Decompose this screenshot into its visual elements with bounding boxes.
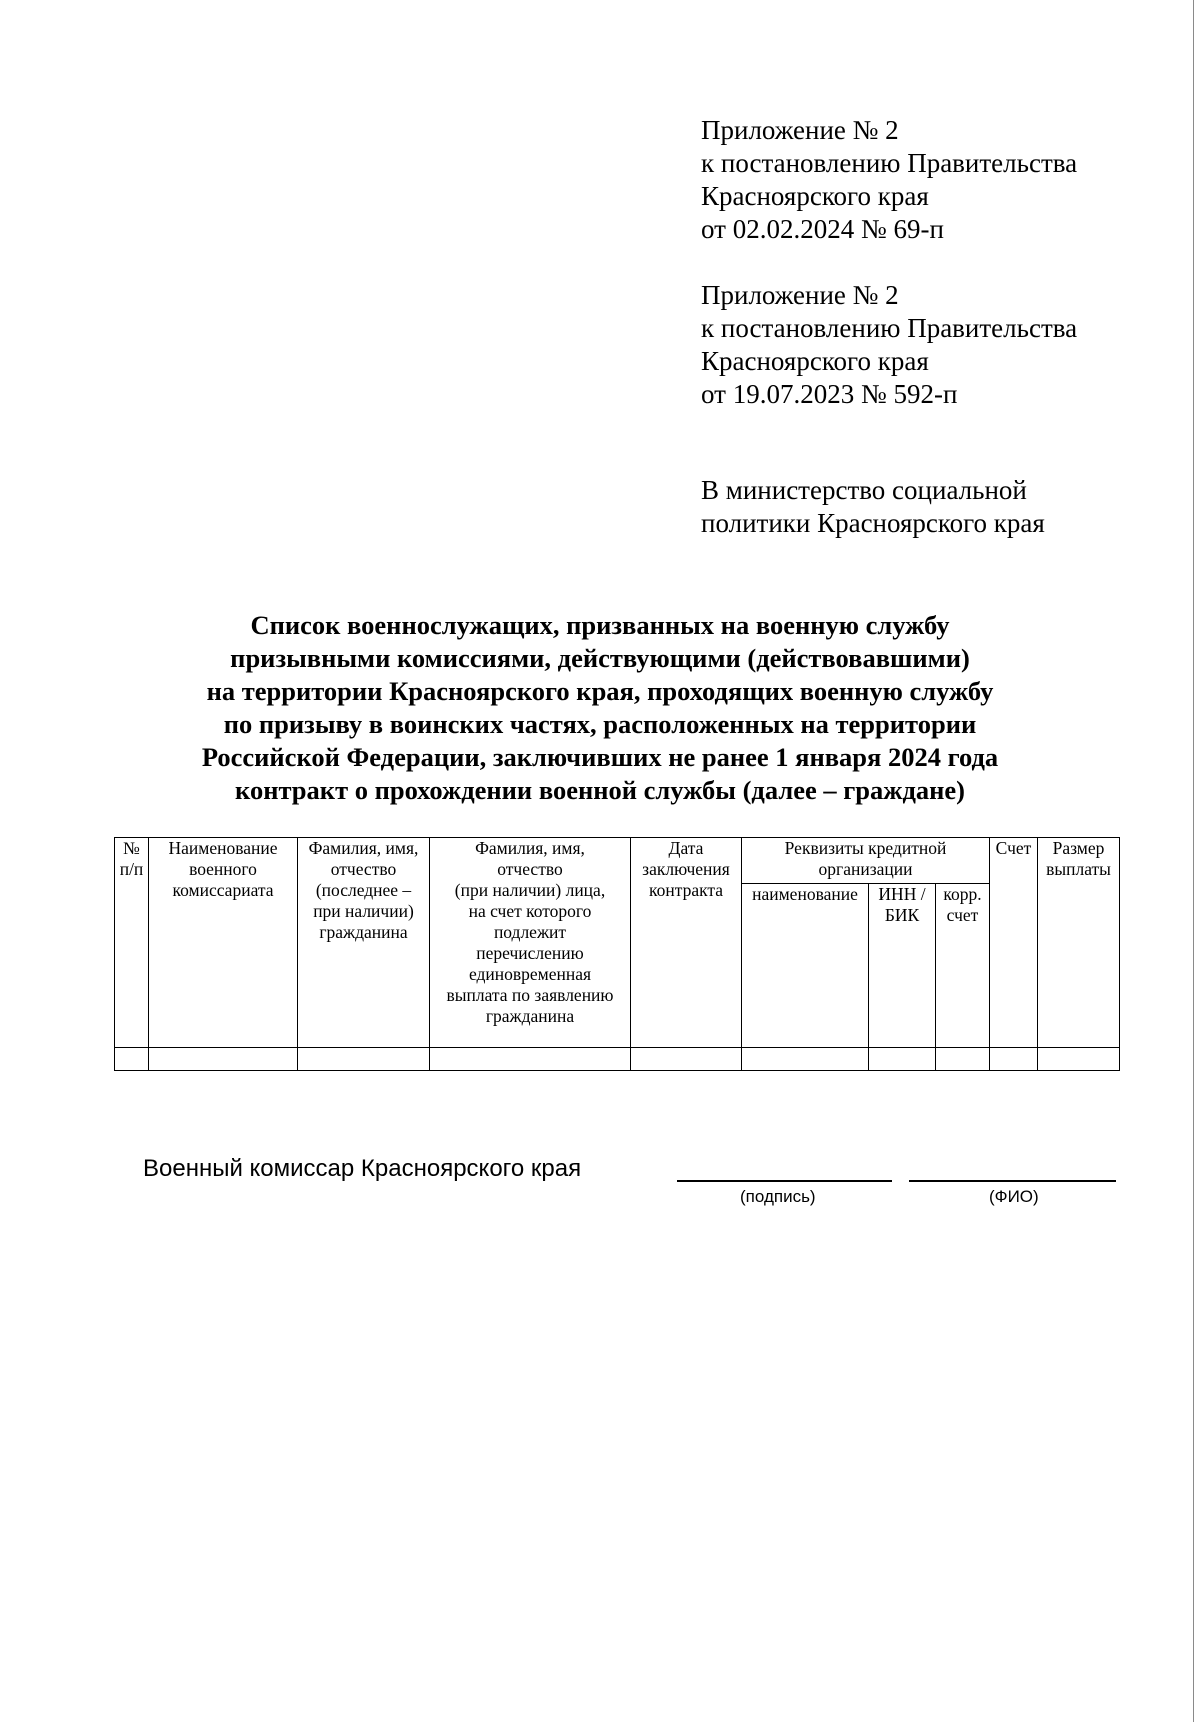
addressee-line: В министерство социальной [701, 475, 1027, 505]
header-payment-amount: Размер выплаты [1038, 838, 1120, 1048]
header-contract-date: Дата заключения контракта [631, 838, 742, 1048]
annex-header-previous [701, 279, 1077, 411]
signature-line [677, 1180, 892, 1182]
header-number: № п/п [115, 838, 149, 1048]
header-recipient-name: Фамилия, имя, отчество (при наличии) лица, на счет которого подлежит перечислению единовременная выплата по заявлению гражданина [430, 838, 631, 1048]
addressee-block [701, 474, 1045, 540]
servicemen-list-table [114, 837, 1120, 1071]
empty-cell [742, 1048, 869, 1071]
signature-label: Военный комиссар Красноярского края [143, 1155, 582, 1182]
empty-cell [990, 1048, 1038, 1071]
header-inn-bik: ИНН / БИК [869, 884, 936, 1048]
empty-cell [298, 1048, 430, 1071]
empty-cell [115, 1048, 149, 1071]
header-bank-details: Реквизиты кредитной организации [742, 838, 990, 884]
full-name-line [909, 1180, 1116, 1182]
title-line: Российской Федерации, заключивших не ранее 1 января 2024 года [201, 742, 999, 772]
header-commissariat: Наименование военного комиссариата [149, 838, 298, 1048]
title-line: Список военнослужащих, призванных на военную службу [250, 610, 950, 640]
title-line: призывными комиссиями, действующими (действовавшими) [230, 643, 970, 673]
scan-edge-line [1193, 0, 1194, 1722]
document-title [100, 609, 1100, 807]
title-line: на территории Красноярского края, проходящих военную службу [206, 676, 994, 706]
empty-cell [631, 1048, 742, 1071]
title-line: по призыву в воинских частях, расположенных на территории [223, 709, 977, 739]
annex-line: Приложение № 2 [701, 115, 899, 145]
annex-header-current [701, 114, 1077, 246]
header-citizen-name: Фамилия, имя, отчество (последнее – при наличии) гражданина [298, 838, 430, 1048]
addressee-line: политики Красноярского края [701, 508, 1045, 538]
annex-line: от 02.02.2024 № 69-п [701, 214, 944, 244]
header-corr-account: корр. счет [936, 884, 990, 1048]
annex-line: Красноярского края [701, 346, 929, 376]
empty-cell [936, 1048, 990, 1071]
annex-line: от 19.07.2023 № 592-п [701, 379, 958, 409]
title-line: контракт о прохождении военной службы (далее – граждане) [235, 775, 965, 805]
annex-line: к постановлению Правительства [701, 313, 1078, 343]
annex-line: к постановлению Правительства [701, 148, 1078, 178]
header-bank-name: наименование [742, 884, 869, 1048]
header-account: Счет [990, 838, 1038, 1048]
annex-line: Приложение № 2 [701, 280, 899, 310]
table-row [115, 1048, 1120, 1071]
annex-line: Красноярского края [701, 181, 929, 211]
empty-cell [430, 1048, 631, 1071]
signature-caption: (подпись) [740, 1187, 816, 1206]
empty-cell [1038, 1048, 1120, 1071]
empty-cell [149, 1048, 298, 1071]
full-name-caption: (ФИО) [989, 1187, 1039, 1206]
empty-cell [869, 1048, 936, 1071]
